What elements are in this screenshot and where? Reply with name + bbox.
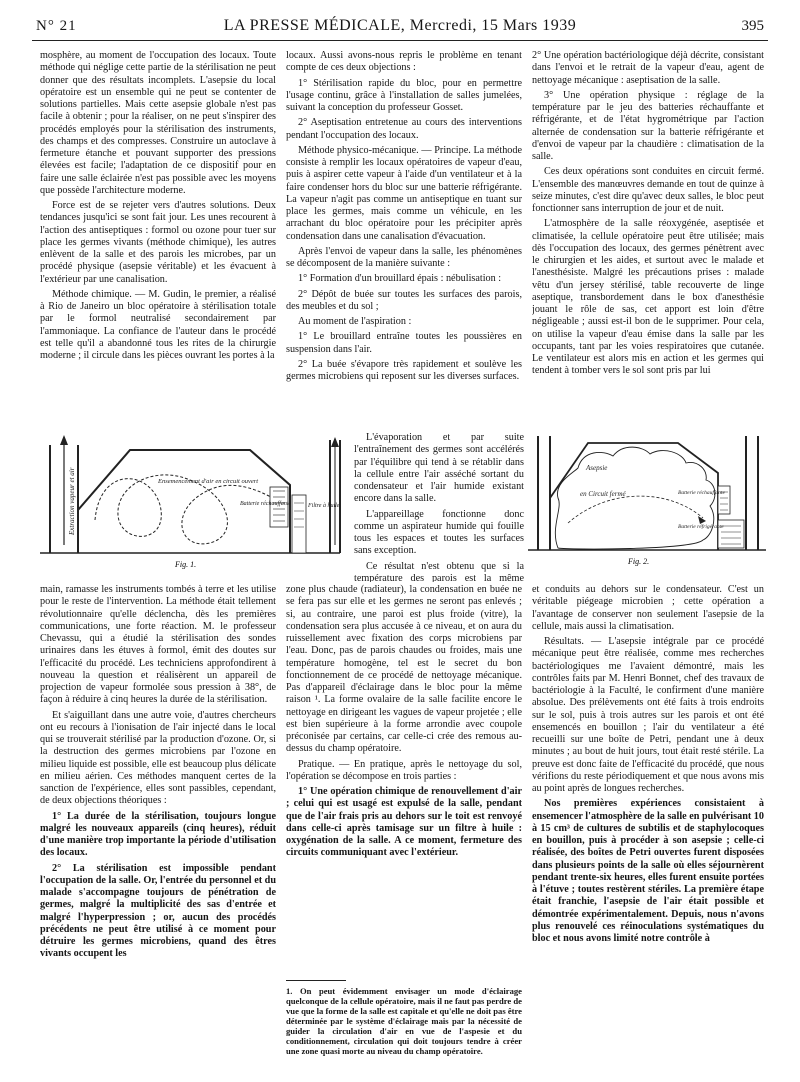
paragraph: 2° Aseptisation entretenue au cours des interventions pendant l'occupation des locaux. <box>286 117 522 141</box>
paragraph: 1° Le brouillard entraîne toutes les poussières en suspension dans l'air. <box>286 331 522 355</box>
paragraph: 2° Une opération bactériologique déjà décrite, consistant dans l'envoi et le retrait de la vapeur d'eau, agent de nettoyage mécanique : aseptisation de la salle. <box>532 50 764 86</box>
paragraph: 3° Une opération physique : réglage de la température par le jeu des batteries réchauffante et réfrigérante, et de l'état hygrométrique par l'action alternée de condensation sur la batterie réfrigérante et d'envoi de vapeur par la chaudière : climatisation de la salle. <box>532 89 764 162</box>
paragraph: Au moment de l'aspiration : <box>298 316 412 327</box>
paragraph: zone plus chaude (radiateur), la condensation en buée ne se fera pas sur elle et les germes ne seront pas enlevés ; si, au contraire, une paroi est plus froide (vitre), la condensation sera plus accusée à ce niveau, et on aura du ruissellement avec fixation des corps microbiens par l'eau. Donc, pas de parois chaudes ou froides, mais une température homogène, tel est le secret du bon fonctionnement de ce procédé de nettoyage mécanique. Pas d'appareil d'éclairage dans le bloc pour la même raison ¹. La forme ovalaire de la salle facilite encore le nettoyage en dirigeant les vagues de vapeur projetée ; elle est bien supérieure à la forme arrondie avec coupole préconisée par certains, car celle-ci crée des remous au-dessus du champ opératoire. <box>286 584 522 755</box>
figure-1-caption: Fig. 1. <box>175 560 197 569</box>
extraction-label: Extraction vapeur et air <box>68 467 76 535</box>
page-number: 395 <box>741 18 764 34</box>
col2-top-text <box>286 50 522 428</box>
figure-1-diagram <box>40 425 350 570</box>
paragraph: 1° La durée de la stérilisation, toujours longue malgré les nouveaux appareils (cinq heures), réduit d'une manière trop importante la période d'utilisation des locaux. <box>40 810 276 859</box>
paragraph: main, ramasse les instruments tombés à terre et les utilise pour le reste de l'intervention. La méthode était tellement révolutionnaire qu'elle déclencha, dès les premières communications, une forte réaction. M. le professeur Chevassu, qui a étudié la stérilisation des sondes urinaires dans les étuves à formol, émit des doutes sur l'efficacité du procédé. Les techniciens approfondirent à nouveau la question et réalisèrent un appareil de projection de vapeur formolée sous pression à 38°, de façon à réduire à cinq heures la durée de la stérilisation. <box>40 584 276 706</box>
col2-mid-text <box>354 432 524 582</box>
paragraph: Ces deux opérations sont conduites en circuit fermé. L'ensemble des manœuvres demande en tout de quinze à seize minutes, c'est dire qu'avec deux salles, le bloc peut fonctionner sans interruption de jour et de nuit. <box>532 166 764 214</box>
page-header <box>32 14 768 41</box>
paragraph: Méthode physico-mécanique. — Principe. La méthode consiste à remplir les locaux opératoires de vapeur d'eau, puis à aspirer cette vapeur à l'aide d'un ventilateur et à la faire condenser hors du bloc sur une batterie réfrigérante. La vapeur n'agit pas comme un antiseptique en tuant sur place les germes, mais comme un véhicule, en les arrachant du bloc opératoire pour les précipiter après condensation dans une canalisation d'évacuation. <box>286 144 522 242</box>
col3-top-text <box>532 50 764 420</box>
paragraph: mosphère, au moment de l'occupation des locaux. Toute méthode qui néglige cette partie de la stérilisation ne peut donner que des résultats incomplets. L'asepsie du local opératoire est un ensemble qui ne peut se contenter de solutions partielles. Mais cette asepsie globale n'est pas facile à obtenir ; pour la réaliser, on ne peut s'inspirer des procédés employés pour la stérilisation des instruments, des champs et des compresses. Construire un autoclave à fermeture étanche et pouvant supporter des pressions élevées est facile; l'adaptation de ce dispositif pour en faire une salle éclairée n'est pas possible avec les moyens que possède l'architecture moderne. <box>40 50 276 196</box>
asepsie-label: Asepsie <box>586 464 608 472</box>
battery-low-label: Batterie réfrigérante <box>678 524 724 530</box>
paragraph: Pratique. — En pratique, après le nettoyage du sol, l'opération se décompose en trois parties : <box>286 758 522 782</box>
paragraph: 2° La buée s'évapore très rapidement et soulève les germes microbiens qui reposent sur les diverses surfaces. <box>286 358 522 382</box>
paragraph: 1° Formation d'un brouillard épais : nébulisation : <box>298 273 502 285</box>
col3-bottom-text <box>532 584 764 1066</box>
col2-bottom-text <box>286 584 522 976</box>
col1-top-text <box>40 50 276 420</box>
figure-2-diagram <box>528 428 766 568</box>
battery-label: Batterie réchauffante <box>240 501 292 507</box>
footnote: 1. On peut évidemment envisager un mode d'éclairage quelconque de la cellule opératoire, mais il ne faut pas perdre de vue que la forme de la salle est capitale et qu'elle ne doit pas être déterminée par le système d'éclairage mais par la nécessité de guider la circulation d'air en vue de l'aspesie et du conditionnement, circulation qui doit toujours tendre à créer une zone quasi morte au niveau du champ opératoire. <box>286 986 522 1056</box>
issue-number: N° 21 <box>36 18 77 34</box>
paragraph: locaux. Aussi avons-nous repris le problème en tenant compte de ces deux objections : <box>286 50 522 74</box>
battery-right-label: Batterie réchauffante <box>678 490 725 496</box>
paragraph: et conduits au dehors sur le condensateur. C'est un véritable piégeage microbien ; cette opération a l'avantage de conserver non seulement l'asepsie de la cellule, mais aussi la climatisation. <box>532 584 764 632</box>
paragraph: Résultats. — L'asepsie intégrale par ce procédé mécanique peut être réalisée, comme mes recherches bactériologiques me l'avaient démontré, mais les contrôles faits par M. Henri Bonnet, chef des travaux de bactériologie à la Faculté, le confirment d'une manière absolue. Des prélèvements ont été faits à trois endroits sur le sol, puis à trois autres sur les parois et ont été ensemencés en bouillon ; l'air du ventilateur a été recueilli sur une boîte de Petri, pendant une à deux minutes ; au bout de huit jours, tout était resté stérile. La preuve est donc faite de l'efficacité du procédé, que nous vérifions du reste périodiquement et que nous avons mis au point après de longues recherches. <box>532 636 764 794</box>
paragraph: Ce résultat n'est obtenu que si la température des parois est la même <box>354 560 524 582</box>
center-label: Ensemencement d'air en circuit ouvert <box>158 478 259 485</box>
paragraph: 1° Une opération chimique de renouvellement d'air ; celui qui est usagé est expulsé de la salle, pendant que de l'air frais pris au dehors sur le toit est renvoyé dans celle-ci après tamisage sur un filtre à huile : oxygénation de la salle. A ce moment, fermeture des circuits communiquant avec l'extérieur. <box>286 786 522 859</box>
circuit-label: en Circuit fermé <box>580 490 626 498</box>
figure-2-caption: Fig. 2. <box>628 557 650 566</box>
paragraph: Après l'envoi de vapeur dans la salle, les phénomènes se décomposent de la manière suivante : <box>286 245 522 269</box>
footnote-rule <box>286 980 346 981</box>
paragraph: Et s'aiguillant dans une autre voie, d'autres chercheurs ont eu recours à l'ionisation de l'air injecté dans le local qui se trouverait stérilisé par la production d'ozone. Or, si la destruction des germes microbiens par l'ozone en milieu liquide est possible, elle est beaucoup plus délicate en milieu aérien. Ces méthodes manquent certes de la sanction de l'expérience, elles sont passibles, cependant, de deux objections théoriques : <box>40 709 276 807</box>
paragraph: Nos premières expériences consistaient à ensemencer l'atmosphère de la salle en pulvérisant 10 à 15 cm³ de cultures de subtilis et de staphylocoques en bouillon, puis à procéder à son asepsie ; celle-ci réalisée, des boîtes de Petri ouvertes furent disposées dans plusieurs points de la salle où elles séjournèrent pendant trente-six heures, elles furent ensuite portées à l'étuve ; toutes restèrent stériles. La première étape était franchie, l'asepsie de l'air était possible et démontrée expérimentalement. Depuis, nous n'avons plus renouvelé ces réinoculations systématiques du bloc et nous avons limité notre contrôle à <box>532 798 764 944</box>
paragraph: L'atmosphère de la salle réoxygénée, aseptisée et climatisée, la cellule opératoire peut être utilisée; mais dès l'occupation des locaux, des germes pénètrent avec le chirurgien et les aides, et surtout avec le malade et l'anesthésiste. Malgré les précautions prises : malade vêtu d'un jersey stérilisé, table recouverte de linge aseptique, transbordement dans le box d'anesthésie jouant le rôle de sas, cet apport est loin d'être négligeable ; aussi est-il bon de le supprimer. Pour cela, on utilise la vapeur d'eau émise dans la salle par les occupants, tant par les voies respiratoires que cutanée. Le ventilateur est alors mis en action et les germes qui tendent à tomber vers le sol sont pris par lui <box>532 218 764 377</box>
paragraph: 2° La stérilisation est impossible pendant l'occupation de la salle. Or, l'entrée du personnel et du malade s'accompagne toujours de pénétration de germes, malgré la multiplicité des sas d'entrée et malgré l'hyperpression ; or, aucun des procédés précédents ne peut être utilisé à ce moment pour détruire les germes microbiens, quand des êtres vivants occupent les <box>40 862 276 960</box>
col1-bottom-text <box>40 584 276 1066</box>
paragraph: 2° Dépôt de buée sur toutes les surfaces des parois, des meubles et du sol ; <box>286 288 522 312</box>
paragraph: L'évaporation et par suite l'entraînement des germes sont accélérés par l'équilibre qui tend à se rétablir dans la cellule entre l'air asséché sortant du condensateur et l'air humide existant encore dans la salle. <box>354 432 524 505</box>
paragraph: 1° Stérilisation rapide du bloc, pour en permettre l'usage continu, grâce à l'installation de salles jumelées, suivant la conception du professeur Gosset. <box>286 77 522 113</box>
oil-filter <box>292 495 306 553</box>
journal-title: LA PRESSE MÉDICALE, Mercredi, 15 Mars 1939 <box>223 17 577 34</box>
paragraph: L'appareillage fonctionne donc comme un aspirateur humide qui fouille tous les espaces et toutes les surfaces sans exception. <box>354 508 524 557</box>
paragraph: Force est de se rejeter vers d'autres solutions. Deux tendances jusqu'ici se sont fait jour. Les unes recourent à l'action des antiseptiques : formol ou ozone pour tuer sur place les germes vivants (méthode chimique), les autres enlèvent de la salle et des parois les microbes, par un procédé physique (asepsie véritable) et les évacuent à l'extérieur par une canalisation. <box>40 200 276 285</box>
filter-label: Filtre à huile <box>308 503 340 509</box>
paragraph: Méthode chimique. — M. Gudin, le premier, a réalisé à Rio de Janeiro un bloc opératoire à stérilisation totale par le formol neutralisé secondairement par l'ammoniaque. La confiance de l'auteur dans le procédé est telle qu'il a abandonné tous les rites de la chirurgie moderne ; il circule dans les pièces ouvrant les portes à la <box>40 288 276 361</box>
